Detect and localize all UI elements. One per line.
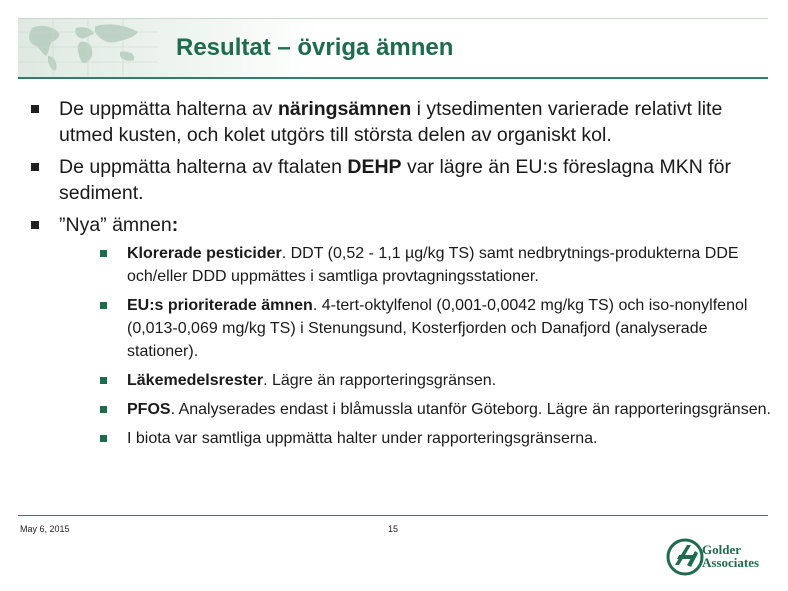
sub-list-item (98, 369, 777, 392)
logo-line-1: Golder (702, 542, 741, 557)
page-number: 15 (388, 524, 399, 534)
sub-bullet-list (59, 242, 771, 450)
green-square-bullet-icon (100, 435, 107, 442)
sub-bullet-text: . 4-tert-oktylfenol (0,001-0,0042 mg/kg TS) och iso-nonylfenol (0,013-0,069 mg/kg TS) i Stenungsund, Kosterfjorden och Danafjord (analyserade stationer). (127, 297, 748, 360)
green-square-bullet-icon (100, 250, 107, 257)
bullet-list (30, 96, 771, 456)
square-bullet-icon (31, 221, 39, 229)
bullet-text: ”Nya” ämnen (59, 214, 172, 236)
bullet-emphasis: DEHP (347, 156, 402, 178)
green-square-bullet-icon (100, 302, 107, 309)
list-item (30, 154, 765, 206)
square-bullet-icon (31, 105, 39, 113)
logo-wordmark (702, 543, 759, 569)
footer-divider (18, 515, 768, 516)
sub-bullet-emphasis: EU:s prioriterade ämnen (127, 297, 313, 314)
bullet-text: De uppmätta halterna av (59, 98, 278, 120)
bullet-text: De uppmätta halterna av ftalaten (59, 156, 348, 178)
sub-list-item (98, 294, 777, 363)
list-item (30, 96, 765, 148)
world-map-graphic (18, 18, 158, 76)
bullet-emphasis: : (171, 214, 179, 236)
sub-bullet-text: . Lägre än rapporteringsgränsen. (263, 372, 497, 389)
sub-bullet-text: . DDT (0,52 - 1,1 µg/kg TS) samt nedbrytnings-produkterna DDE och/eller DDD uppmättes i samtliga provtagningsstationer. (127, 245, 739, 285)
logo-line-2: Associates (702, 555, 760, 570)
sub-list-item (98, 242, 777, 288)
footer-date: May 6, 2015 (20, 524, 70, 534)
sub-bullet-emphasis: Läkemedelsrester (127, 372, 264, 389)
slide-title: Resultat – övriga ämnen (176, 34, 454, 61)
sub-bullet-text: I biota var samtliga uppmätta halter under rapporteringsgränserna. (127, 430, 598, 447)
green-square-bullet-icon (100, 406, 107, 413)
sub-list-item (98, 398, 777, 421)
bullet-text: i ytsedimenten varierade relativt lite utmed kusten, och kolet utgörs till största delen av organiskt kol. (59, 98, 723, 146)
sub-bullet-emphasis: Klorerade pesticider (127, 245, 282, 262)
sub-bullet-emphasis: PFOS (127, 401, 171, 418)
bullet-emphasis: näringsämnen (277, 98, 412, 120)
sub-list-item (98, 427, 777, 450)
green-square-bullet-icon (100, 377, 107, 384)
square-bullet-icon (31, 163, 39, 171)
bullet-text: var lägre än EU:s föreslagna MKN för sediment. (59, 156, 732, 204)
sub-bullet-text: . Analyserades endast i blåmussla utanför Göteborg. Lägre än rapporteringsgränsen. (170, 401, 771, 418)
list-item (30, 212, 771, 450)
